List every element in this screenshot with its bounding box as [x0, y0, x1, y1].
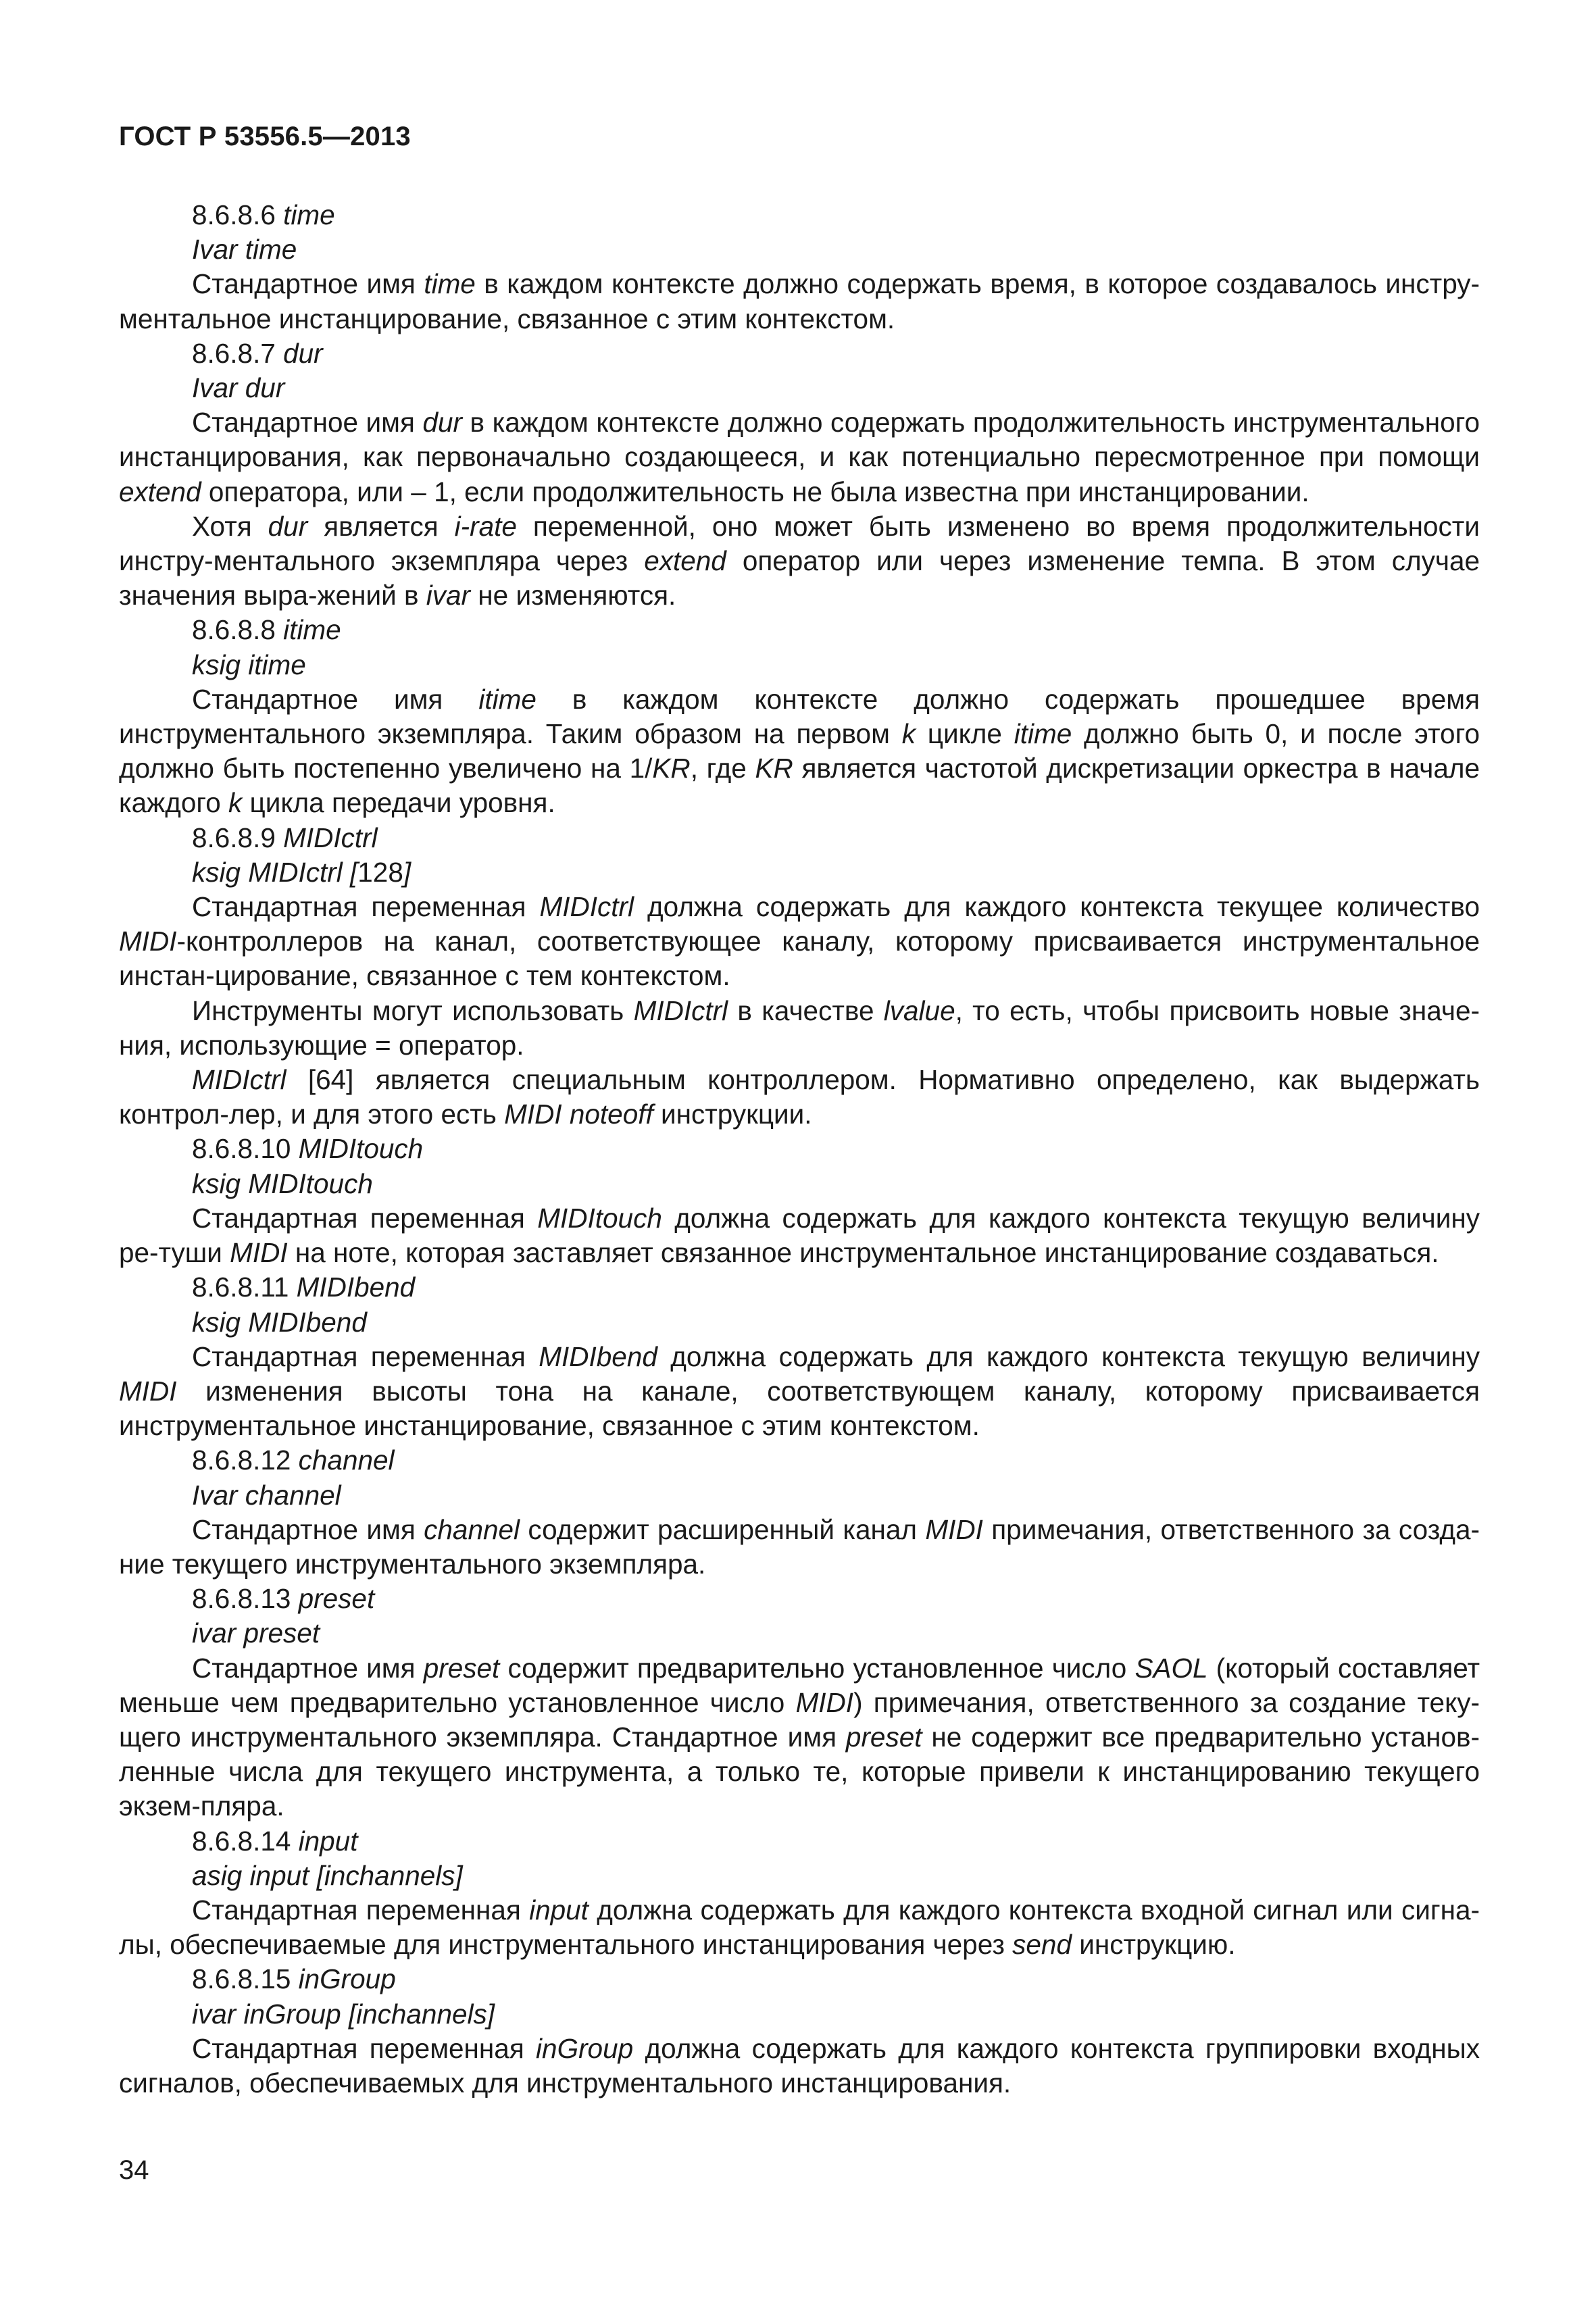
- section-heading: [119, 1824, 1480, 1859]
- italic-run: preset: [298, 1583, 375, 1615]
- italic-run: dur: [283, 337, 323, 369]
- italic-run: input: [529, 1894, 589, 1926]
- text-run: 8.6.8.10: [192, 1133, 299, 1165]
- text-run: в каждом контексте должно содержать прошедшее время инструментального экземпляра. Таким образом на первом: [119, 683, 1480, 750]
- text-run: инструкцию.: [1071, 1929, 1236, 1961]
- text-run: Стандартное имя: [192, 683, 479, 715]
- text-run: примечания, ответственного за созда-ние текущего инструментального экземпляра.: [119, 1513, 1480, 1580]
- section-heading: [119, 1132, 1480, 1166]
- text-run: Стандартная переменная: [192, 1894, 530, 1926]
- text-run: в каждом контексте должно содержать продолжительность инструментального инстанцирования, как первоначально создающееся, и как потенциально пересмотренное при помощи: [119, 407, 1480, 473]
- paragraph: [119, 890, 1480, 994]
- italic-run: channel: [424, 1513, 520, 1545]
- section-heading: [119, 1997, 1480, 2032]
- text-run: (который составляет меньше чем предварительно установленное число: [119, 1652, 1480, 1718]
- italic-run: itime: [478, 683, 537, 715]
- italic-run: ksig itime: [192, 649, 306, 680]
- paragraph: [119, 1893, 1480, 1962]
- paragraph: [119, 1063, 1480, 1132]
- section-heading: [119, 1443, 1480, 1478]
- text-run: в каждом контексте должно содержать время, в которое создавалось инстру-ментальное инстанцирование, связанное с этим контекстом.: [119, 268, 1480, 334]
- italic-run: KR: [652, 753, 691, 784]
- italic-run: SAOL: [1134, 1652, 1208, 1684]
- italic-run: ksig MIDIbend: [192, 1306, 367, 1338]
- italic-run: itime: [1014, 718, 1072, 750]
- section-heading: [119, 1582, 1480, 1616]
- text-run: изменения высоты тона на канале, соответствующем каналу, которому присваивается инструментальное инстанцирование, связанное с этим контекстом.: [119, 1375, 1480, 1442]
- text-run: ) примечания, ответственного за создание теку-щего инструментального экземпляра. Стандартное имя: [119, 1686, 1480, 1753]
- section-heading: [119, 613, 1480, 647]
- text-run: 8.6.8.11: [192, 1272, 297, 1303]
- text-run: является частотой дискретизации оркестра в начале каждого: [119, 753, 1480, 819]
- text-run: не изменяются.: [470, 580, 676, 611]
- body-text: [119, 198, 1480, 2101]
- text-run: цикла передачи уровня.: [242, 787, 555, 819]
- text-run: Стандартная переменная: [192, 2032, 537, 2064]
- italic-run: ivar preset: [192, 1617, 320, 1649]
- section-heading: [119, 1167, 1480, 1201]
- paragraph: [119, 2032, 1480, 2101]
- section-heading: [119, 855, 1480, 890]
- text-run: , где: [690, 753, 755, 784]
- text-run: Инструменты могут использовать: [192, 995, 634, 1026]
- italic-run: Ivar dur: [192, 372, 285, 404]
- italic-run: MIDIbend: [296, 1272, 416, 1303]
- page-number: 34: [119, 2155, 149, 2185]
- paragraph: [119, 267, 1480, 336]
- text-run: является: [307, 510, 455, 542]
- paragraph: [119, 405, 1480, 509]
- section-heading: [119, 1270, 1480, 1305]
- text-run: оператора, или – 1, если продолжительность не была известна при инстанцировании.: [201, 476, 1310, 507]
- text-run: инструкции.: [653, 1099, 812, 1130]
- section-heading: [119, 232, 1480, 267]
- text-run: , то есть, чтобы присвоить новые значе-ния, использующие = оператор.: [119, 995, 1480, 1061]
- italic-run: MIDIctrl: [192, 1064, 286, 1096]
- standard-code-header: ГОСТ Р 53556.5—2013: [119, 122, 411, 151]
- italic-run: MIDI: [230, 1237, 288, 1269]
- paragraph: [119, 1340, 1480, 1444]
- text-run: в качестве: [728, 995, 884, 1026]
- section-heading: [119, 371, 1480, 405]
- italic-run: dur: [422, 407, 462, 438]
- text-run: должна содержать для каждого контекста текущую величину ре-туши: [119, 1202, 1480, 1269]
- paragraph: [119, 1651, 1480, 1824]
- text-run: должна содержать для каждого контекста группировки входных сигналов, обеспечиваемых для инструментального инстанцирования.: [119, 2032, 1480, 2098]
- italic-run: MIDI: [925, 1513, 983, 1545]
- italic-run: MIDIbend: [539, 1340, 657, 1372]
- section-heading: [119, 1305, 1480, 1340]
- text-run: -контроллеров на канал, соответствующее каналу, которому присваивается инструментальное инстан-цирование, связанное с тем контекстом.: [119, 926, 1480, 992]
- text-run: Стандартное имя: [192, 1513, 424, 1545]
- italic-run: MIDI noteoff: [504, 1099, 653, 1130]
- italic-run: asig input [inchannels]: [192, 1859, 463, 1891]
- paragraph: [119, 682, 1480, 821]
- paragraph: [119, 1513, 1480, 1582]
- text-run: 8.6.8.6: [192, 199, 284, 230]
- text-run: Стандартное имя: [192, 268, 424, 300]
- text-run: оператор или через изменение темпа. В этом случае значения выра-жений в: [119, 545, 1480, 611]
- italic-run: i-rate: [454, 510, 517, 542]
- italic-run: channel: [298, 1444, 395, 1476]
- text-run: Хотя: [192, 510, 268, 542]
- text-run: не содержит все предварительно установ-ленные числа для текущего инструмента, а только те, которые привели к инстанцированию текущего экзем-пляра.: [119, 1721, 1480, 1822]
- section-heading: [119, 1616, 1480, 1651]
- section-heading: [119, 821, 1480, 855]
- text-run: 8.6.8.13: [192, 1583, 299, 1615]
- italic-run: extend: [644, 545, 726, 577]
- italic-run: k: [228, 787, 243, 819]
- text-run: Стандартное имя: [192, 407, 423, 438]
- text-run: 8.6.8.15: [192, 1963, 299, 1995]
- italic-run: MIDIctrl: [283, 822, 378, 853]
- italic-run: dur: [268, 510, 308, 542]
- italic-run: MIDI: [795, 1686, 854, 1718]
- text-run: 128: [357, 856, 403, 888]
- text-run: 8.6.8.9: [192, 822, 284, 853]
- italic-run: itime: [283, 614, 341, 646]
- text-run: Стандартная переменная: [192, 891, 540, 923]
- italic-run: MIDItouch: [537, 1202, 662, 1234]
- text-run: цикле: [915, 718, 1014, 750]
- italic-run: time: [283, 199, 335, 230]
- italic-run: preset: [845, 1721, 922, 1753]
- text-run: 8.6.8.8: [192, 614, 284, 646]
- italic-run: ivar: [426, 580, 471, 611]
- text-run: 8.6.8.7: [192, 337, 284, 369]
- italic-run: lvalue: [883, 995, 955, 1026]
- section-heading: [119, 1962, 1480, 1996]
- text-run: Стандартное имя: [192, 1652, 424, 1684]
- paragraph: [119, 1201, 1480, 1270]
- italic-run: MIDI: [119, 1375, 177, 1407]
- text-run: должно быть 0, и после этого должно быть постепенно увеличено на 1/: [119, 718, 1480, 784]
- text-run: Стандартная переменная: [192, 1340, 539, 1372]
- italic-run: input: [298, 1825, 358, 1857]
- text-run: содержит предварительно установленное число: [499, 1652, 1135, 1684]
- italic-run: ksig MIDIctrl [: [192, 856, 358, 888]
- text-run: должна содержать для каждого контекста текущее количество: [633, 891, 1480, 923]
- italic-run: time: [424, 268, 476, 300]
- italic-run: Ivar time: [192, 234, 297, 266]
- italic-run: KR: [755, 753, 793, 784]
- italic-run: send: [1012, 1929, 1072, 1961]
- text-run: должна содержать для каждого контекста текущую величину: [657, 1340, 1480, 1372]
- italic-run: MIDIctrl: [633, 995, 728, 1026]
- italic-run: k: [901, 718, 916, 750]
- italic-run: MIDIctrl: [539, 891, 634, 923]
- text-run: [64] является специальным контроллером. Нормативно определено, как выдержать контрол-лер, и для этого есть: [119, 1064, 1480, 1130]
- section-heading: [119, 648, 1480, 682]
- italic-run: ksig MIDItouch: [192, 1167, 373, 1199]
- italic-run: MIDItouch: [298, 1133, 424, 1165]
- italic-run: ivar inGroup [inchannels]: [192, 1998, 495, 2030]
- paragraph: [119, 994, 1480, 1063]
- section-heading: [119, 336, 1480, 371]
- paragraph: [119, 509, 1480, 613]
- italic-run: MIDI: [119, 926, 177, 957]
- section-heading: [119, 1478, 1480, 1513]
- text-run: переменной, оно может быть изменено во время продолжительности инстру-ментального экземпляра через: [119, 510, 1480, 577]
- text-run: Стандартная переменная: [192, 1202, 538, 1234]
- italic-run: inGroup: [298, 1963, 396, 1995]
- text-run: на ноте, которая заставляет связанное инструментальное инстанцирование создаваться.: [287, 1237, 1439, 1269]
- text-run: 8.6.8.14: [192, 1825, 299, 1857]
- italic-run: extend: [119, 476, 201, 507]
- italic-run: preset: [423, 1652, 500, 1684]
- section-heading: [119, 198, 1480, 232]
- text-run: должна содержать для каждого контекста входной сигнал или сигна-лы, обеспечиваемые для инструментального инстанцирования через: [119, 1894, 1480, 1961]
- text-run: 8.6.8.12: [192, 1444, 299, 1476]
- text-run: содержит расширенный канал: [520, 1513, 926, 1545]
- italic-run: Ivar channel: [192, 1479, 341, 1511]
- italic-run: inGroup: [536, 2032, 634, 2064]
- italic-run: ]: [403, 856, 412, 888]
- section-heading: [119, 1859, 1480, 1893]
